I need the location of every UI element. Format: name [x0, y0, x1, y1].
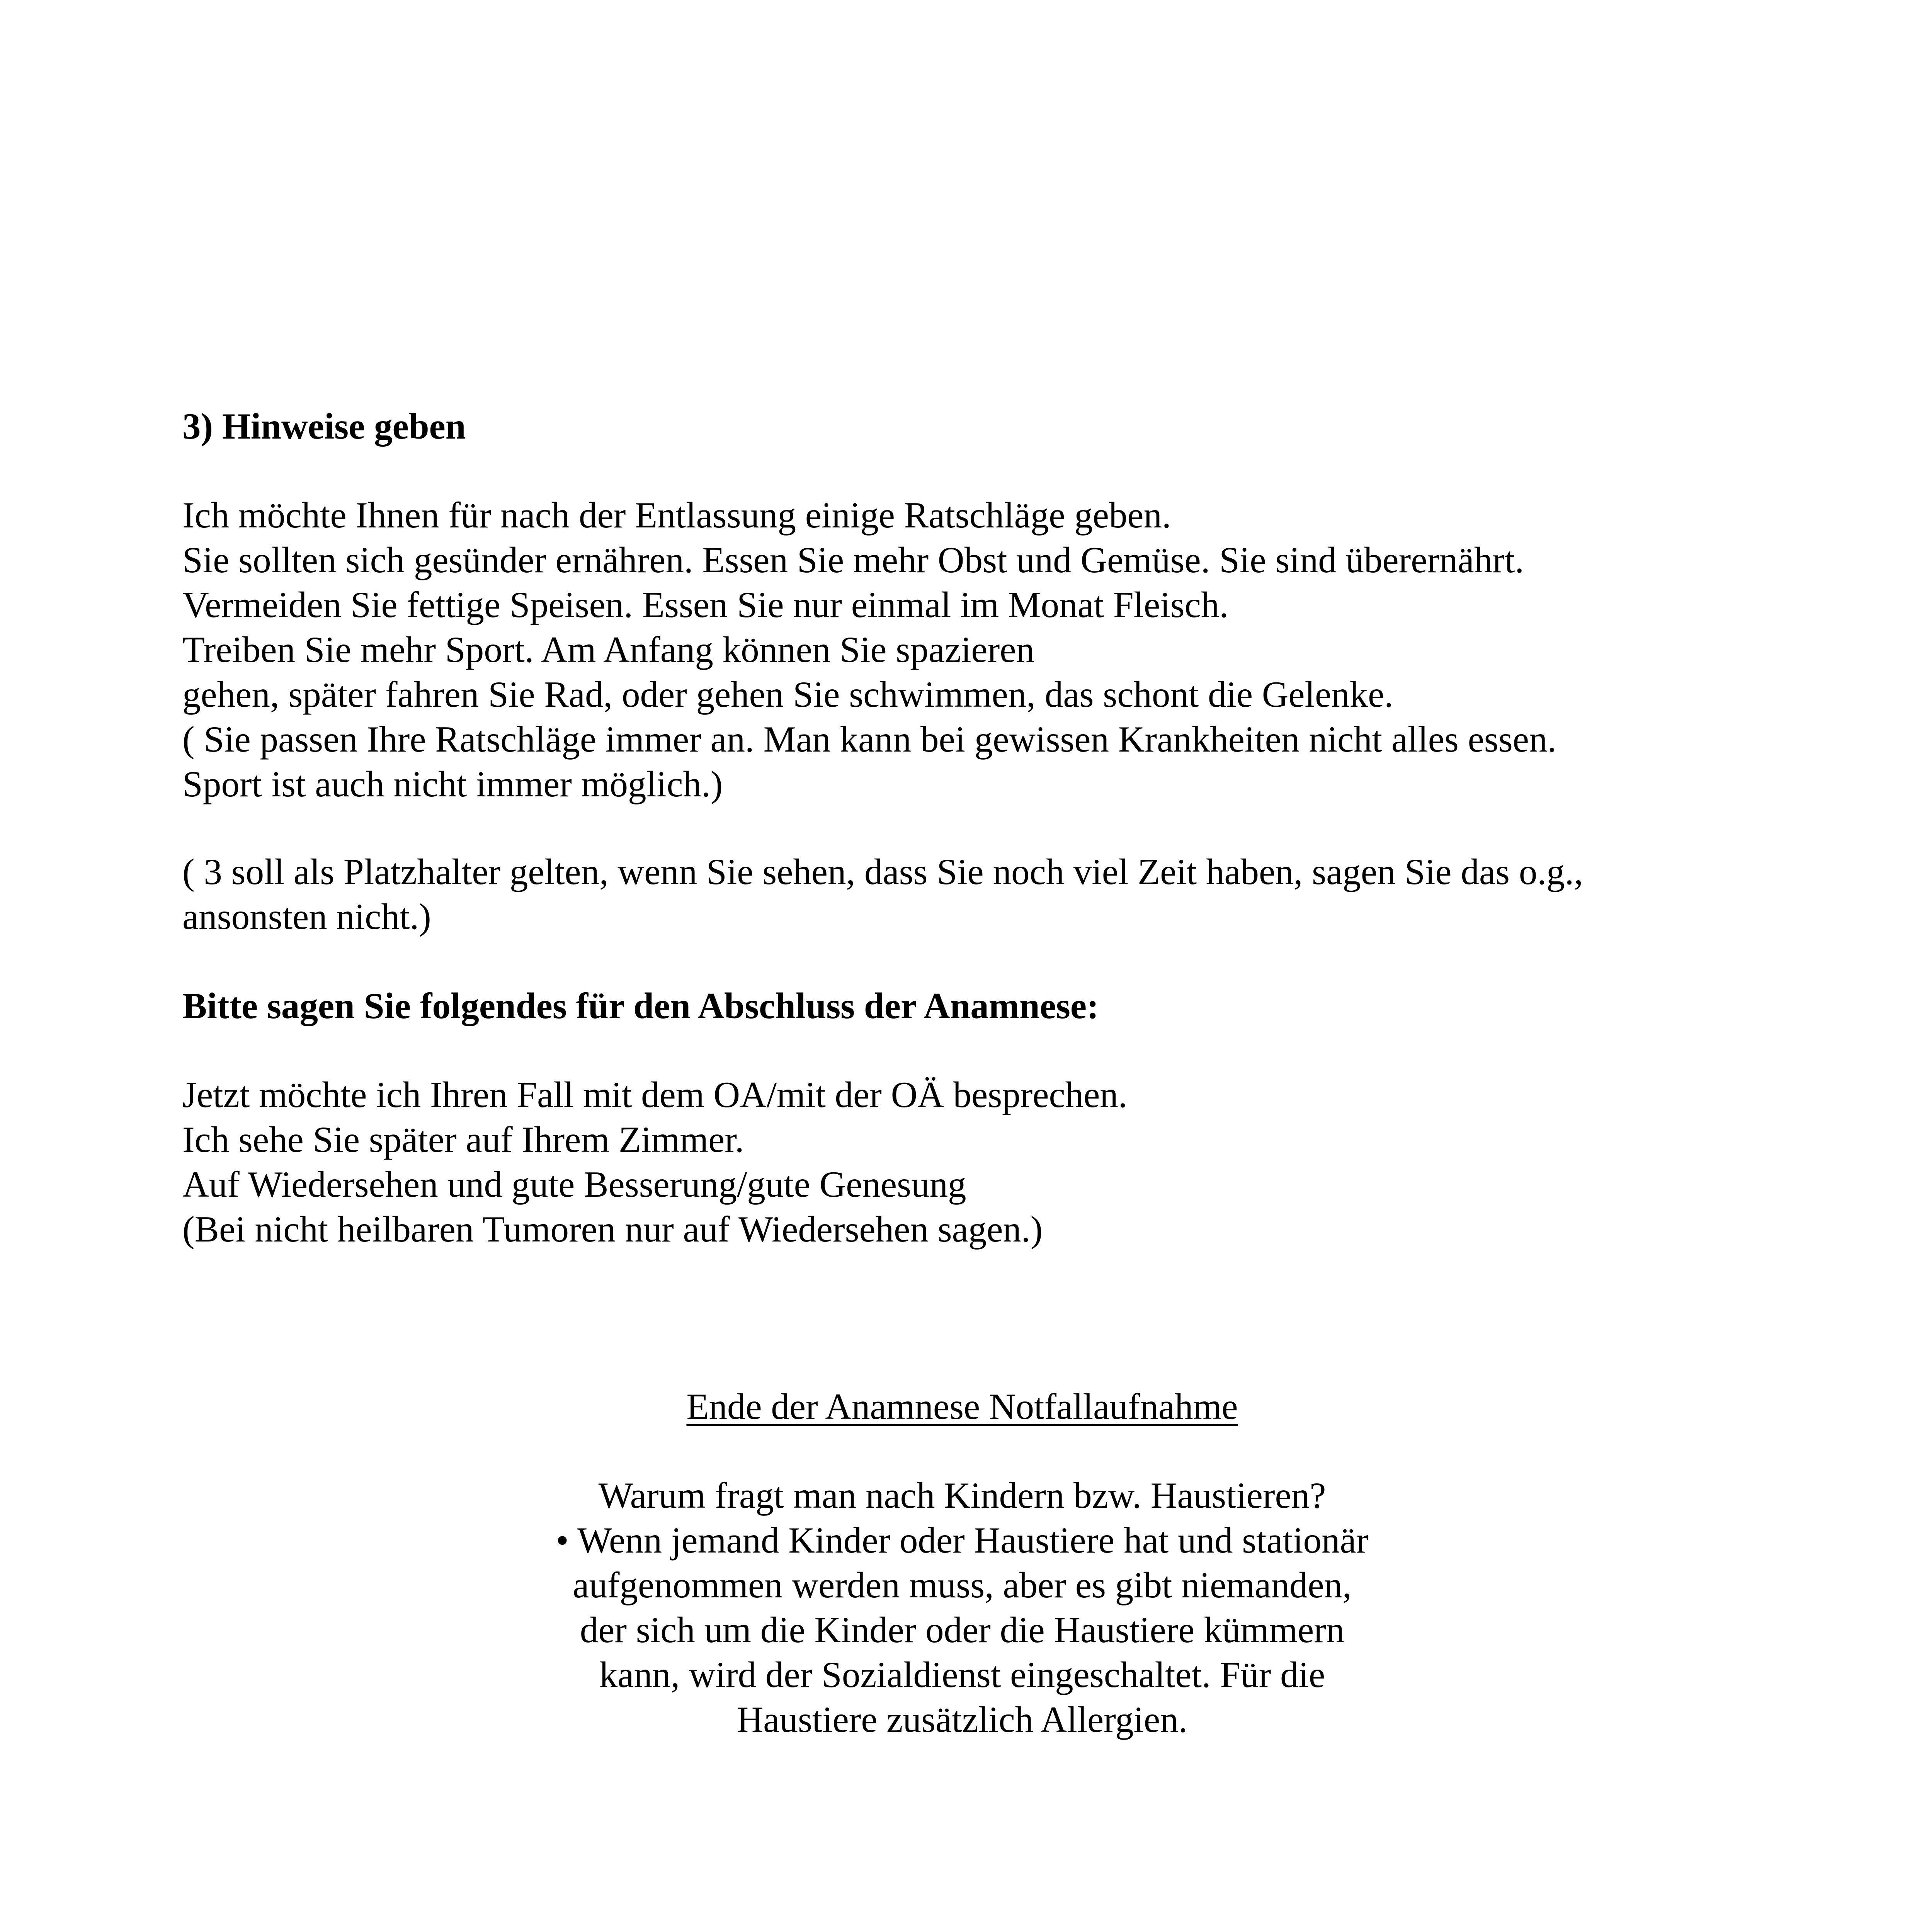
- closing-line: Auf Wiedersehen und gute Besserung/gute Genesung: [182, 1164, 966, 1205]
- advice-line: ( Sie passen Ihre Ratschläge immer an. Man kann bei gewissen Krankheiten nicht alles essen.: [182, 719, 1557, 760]
- end-title-text: Ende der Anamnese Notfallaufnahme: [686, 1386, 1238, 1427]
- advice-line: Treiben Sie mehr Sport. Am Anfang können Sie spazieren: [182, 629, 1034, 670]
- answer-line: Haustiere zusätzlich Allergien.: [737, 1699, 1188, 1740]
- advice-line: gehen, später fahren Sie Rad, oder gehen Sie schwimmen, das schont die Gelenke.: [182, 674, 1394, 715]
- advice-line: Vermeiden Sie fettige Speisen. Essen Sie nur einmal im Monat Fleisch.: [182, 584, 1228, 625]
- section-heading-text: 3) Hinweise geben: [182, 406, 466, 447]
- closing-line: Ich sehe Sie später auf Ihrem Zimmer.: [182, 1119, 744, 1160]
- closing-heading-text: Bitte sagen Sie folgendes für den Abschluss der Anamnese:: [182, 985, 1099, 1026]
- answer-line: kann, wird der Sozialdienst eingeschaltet. Für die: [599, 1654, 1325, 1695]
- section-heading: [182, 404, 1767, 449]
- answer-line: • Wenn jemand Kinder oder Haustiere hat und stationär: [556, 1520, 1369, 1561]
- closing-paragraph: [182, 1072, 1767, 1252]
- placeholder-note: [182, 849, 1767, 939]
- question-block: [386, 1473, 1538, 1742]
- advice-paragraph: [182, 493, 1767, 806]
- answer-line: der sich um die Kinder oder die Haustiere kümmern: [580, 1609, 1345, 1650]
- question-text: Warum fragt man nach Kindern bzw. Haustieren?: [598, 1475, 1326, 1516]
- closing-line: Jetzt möchte ich Ihren Fall mit dem OA/mit der OÄ besprechen.: [182, 1074, 1128, 1115]
- advice-line: Sport ist auch nicht immer möglich.): [182, 764, 723, 804]
- placeholder-line: ansonsten nicht.): [182, 896, 431, 937]
- placeholder-line: ( 3 soll als Platzhalter gelten, wenn Sie sehen, dass Sie noch viel Zeit haben, sagen Sie das o.g.,: [182, 851, 1583, 892]
- answer-line: aufgenommen werden muss, aber es gibt niemanden,: [573, 1565, 1352, 1605]
- advice-line: Ich möchte Ihnen für nach der Entlassung einige Ratschläge geben.: [182, 495, 1171, 536]
- closing-line: (Bei nicht heilbaren Tumoren nur auf Wiedersehen sagen.): [182, 1209, 1043, 1250]
- end-title: [386, 1384, 1538, 1429]
- closing-heading: [182, 983, 1767, 1028]
- advice-line: Sie sollten sich gesünder ernähren. Essen Sie mehr Obst und Gemüse. Sie sind überernährt.: [182, 539, 1524, 580]
